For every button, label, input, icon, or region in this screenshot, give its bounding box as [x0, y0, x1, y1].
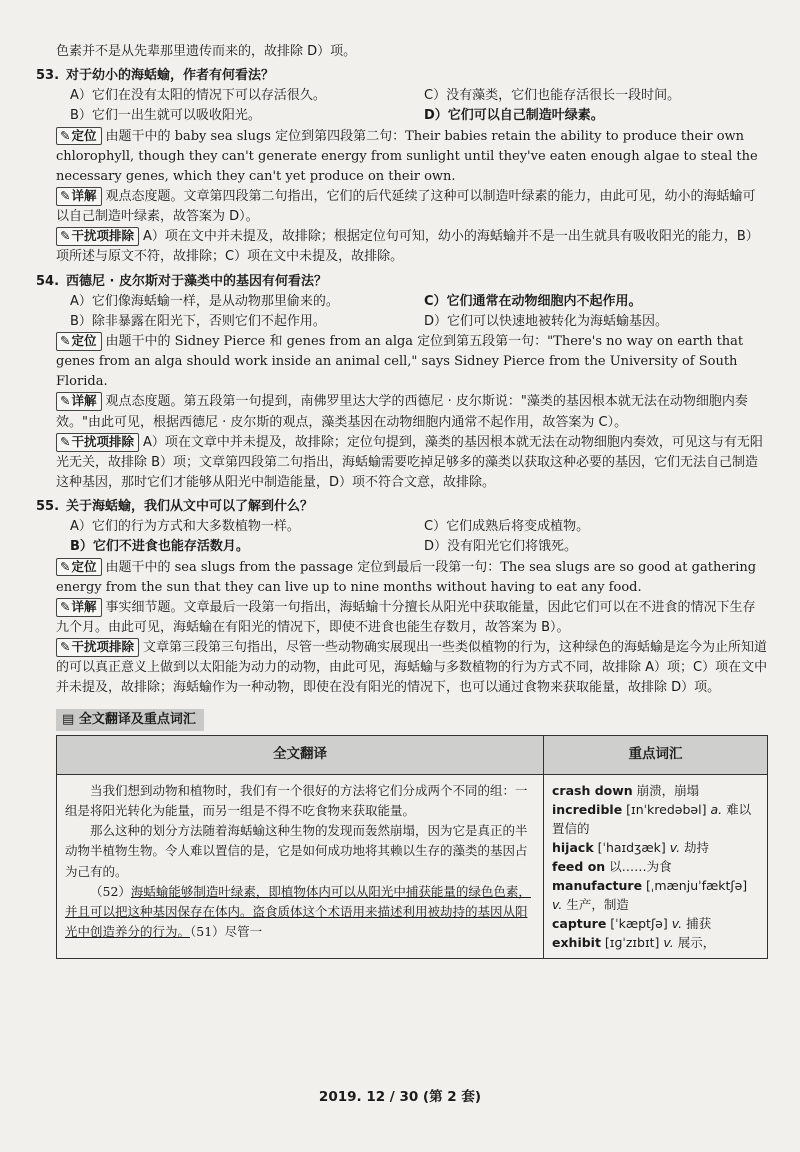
option-a: A）它们在没有太阳的情况下可以存活很久。 — [70, 88, 326, 104]
question-54 — [36, 272, 768, 494]
pen-icon: ✎ — [60, 433, 71, 449]
detail-text: 观点态度题。文章第四段第二句指出，它们的后代延续了这种可以制造叶绿素的能力，由此可见，幼小的海蛞蝓可以自己制造叶绿素，故答案为 D）。 — [56, 188, 756, 225]
pen-icon: ✎ — [60, 228, 71, 244]
options — [56, 86, 768, 126]
column-header-translation: 全文翻译 — [57, 735, 544, 774]
option-b: B）除非暴露在阳光下，否则它们不起作用。 — [70, 313, 326, 329]
question-title: 西德尼 · 皮尔斯对于藻类中的基因有何看法？ — [66, 273, 327, 289]
pen-icon: ✎ — [60, 187, 71, 203]
translation-table — [56, 735, 768, 959]
locate-tag: ✎定位 — [56, 127, 102, 146]
pen-icon: ✎ — [60, 127, 71, 143]
question-ref: （52） — [90, 883, 131, 899]
intro-line: 色素并不是从先辈那里遗传而来的，故排除 D）项。 — [56, 44, 357, 59]
question-number: 54. — [36, 273, 60, 289]
underlined-text: 海蛞蝓能够制造叶绿素，即植物体内可以从阳光中捕获能量的绿色色素，并且可以把这种基因保存在体内。盗食质体这个术语用来描述利用被劫持的基因从阳光中创造养分的行为。 — [65, 883, 531, 940]
question-53 — [36, 66, 768, 267]
vocab-entry: hijack [ˈhaɪdʒæk] v. 劫持 — [552, 839, 710, 855]
vocab-entry: feed on 以……为食 — [552, 858, 672, 874]
option-d: D）它们可以快速地被转化为海蛞蝓基因。 — [424, 313, 669, 329]
detail-text: 事实细节题。文章最后一段第一句指出，海蛞蝓十分擅长从阳光中获取能量，因此它们可以在不进食的情况下生存九个月。由此可见，海蛞蝓在有阳光的情况下，即使不进食也能生存数月，故答案为 B）。 — [56, 599, 756, 635]
vocab-entry: exhibit [ɪɡˈzɪbɪt] v. 展示， — [552, 934, 716, 950]
section-title: 全文翻译及重点词汇 — [78, 711, 196, 727]
question-number: 55. — [36, 499, 60, 515]
option-b-answer: B）它们不进食也能存活数月。 — [70, 539, 249, 555]
distract-text: 文章第三段第三句指出，尽管一些动物确实展现出一些类似植物的行为，这种绿色的海蛞蝓是迄今为止所知道的可以真正意义上做到以太阳能为动力的动物，由此可见，海蛞蝓与多数植物的行为方式不同，故排除 A）项；C）项在文中并未提及，故排除；海蛞蝓作为一种动物，即使在没有阳光的情况下，也可以通过食物来获取能量，故排除 D）项。 — [56, 640, 768, 696]
option-b: B）它们一出生就可以吸收阳光。 — [70, 108, 261, 124]
options — [56, 517, 768, 557]
option-a: A）它们的行为方式和大多数植物一样。 — [70, 519, 300, 535]
locate-text: 由题干中的 baby sea slugs 定位到第四段第二句：Their babies retain the ability to produce their own chlorophyll, though they can't generate energy from sunlight until they've eaten enough algae to steal the necessary genes, which they can't yet produce on their own. — [56, 128, 758, 184]
translation-paragraph — [65, 882, 535, 943]
pen-icon: ✎ — [60, 393, 71, 409]
book-icon: ▤ — [62, 711, 75, 727]
column-header-vocab: 重点词汇 — [544, 735, 768, 774]
options — [56, 292, 768, 332]
vocab-entry: manufacture [ˌmænjuˈfæktʃə] v. 生产，制造 — [552, 877, 748, 912]
distract-tag: ✎干扰项排除 — [56, 638, 139, 657]
distract-text: A）项在文章中并未提及，故排除；定位句提到，藻类的基因根本就无法在动物细胞内奏效，可见这与有无阳光无关，故排除 B）项；文章第四段第二句指出，海蛞蝓需要吃掉足够多的藻类以获取这种必要的基因，它们无法自己制造这种基因，那时它们才能够从阳光中制造能量，D）项不符合文意，故排除。 — [56, 434, 763, 490]
translation-paragraph: 那么这种的划分方法随着海蛞蝓这种生物的发现而轰然崩塌，因为它是真正的半动物半植物生物。令人难以置信的是，它是如何成功地将其赖以生存的藻类的基因占为己有的。 — [65, 823, 528, 879]
option-c-answer: C）它们通常在动物细胞内不起作用。 — [424, 293, 642, 309]
question-title: 关于海蛞蝓，我们从文中可以了解到什么？ — [66, 499, 314, 515]
option-a: A）它们像海蛞蝓一样，是从动物那里偷来的。 — [70, 293, 339, 309]
pen-icon: ✎ — [60, 558, 71, 574]
option-c: C）没有藻类，它们也能存活很长一段时间。 — [424, 88, 681, 104]
locate-tag: ✎定位 — [56, 558, 102, 577]
locate-text: 由题干中的 Sidney Pierce 和 genes from an alga 定位到第五段第一句："There's no way on earth that genes from an alga should work inside an animal cell," says Sidney Pierce from the University of South Florida. — [56, 333, 744, 390]
page-content — [36, 42, 768, 959]
pen-icon: ✎ — [60, 639, 71, 655]
distract-tag: ✎干扰项排除 — [56, 227, 139, 246]
detail-text: 观点态度题。第五段第一句提到，南佛罗里达大学的西德尼 · 皮尔斯说："藻类的基因根本就无法在动物细胞内奏效。"由此可见，根据西德尼 · 皮尔斯的观点，藻类基因在动物细胞内通常不起作用，故答案为 C）。 — [56, 394, 748, 430]
option-c: C）它们成熟后将变成植物。 — [424, 519, 590, 535]
distract-text: A）项在文中并未提及，故排除；根据定位句可知，幼小的海蛞蝓并不是一出生就具有吸收阳光的能力，B）项所述与原文不符，故排除；C）项在文中未提及，故排除。 — [56, 229, 759, 265]
section-header — [56, 709, 204, 731]
vocab-entry: incredible [ɪnˈkredəbəl] a. 难以置信的 — [552, 801, 752, 836]
detail-tag: ✎详解 — [56, 187, 102, 206]
translation-cell — [57, 774, 544, 958]
pen-icon: ✎ — [60, 598, 71, 614]
detail-tag: ✎详解 — [56, 392, 102, 411]
vocab-entry: capture [ˈkæptʃə] v. 捕获 — [552, 915, 712, 931]
distract-tag: ✎干扰项排除 — [56, 433, 139, 452]
question-ref: （51）尽管一 — [190, 924, 263, 940]
option-d: D）没有阳光它们将饿死。 — [424, 539, 578, 555]
pen-icon: ✎ — [60, 332, 71, 348]
vocab-cell — [544, 774, 768, 958]
detail-tag: ✎详解 — [56, 598, 102, 617]
vocab-entry: crash down 崩溃，崩塌 — [552, 782, 700, 798]
question-55 — [36, 497, 768, 698]
translation-paragraph: 当我们想到动物和植物时，我们有一个很好的方法将它们分成两个不同的组：一组是将阳光转化为能量，而另一组是不得不吃食物来获取能量。 — [65, 782, 528, 818]
locate-text: 由题干中的 sea slugs from the passage 定位到最后一段第一句：The sea slugs are so good at gathering energy from the sun that they can live up to nine months without having to eat any food. — [56, 559, 757, 595]
locate-tag: ✎定位 — [56, 332, 102, 351]
question-title: 对于幼小的海蛞蝓，作者有何看法？ — [66, 68, 275, 84]
question-number: 53. — [36, 68, 60, 84]
page-footer: 2019. 12 / 30 (第 2 套) — [318, 1089, 482, 1105]
option-d-answer: D）它们可以自己制造叶绿素。 — [424, 108, 604, 124]
